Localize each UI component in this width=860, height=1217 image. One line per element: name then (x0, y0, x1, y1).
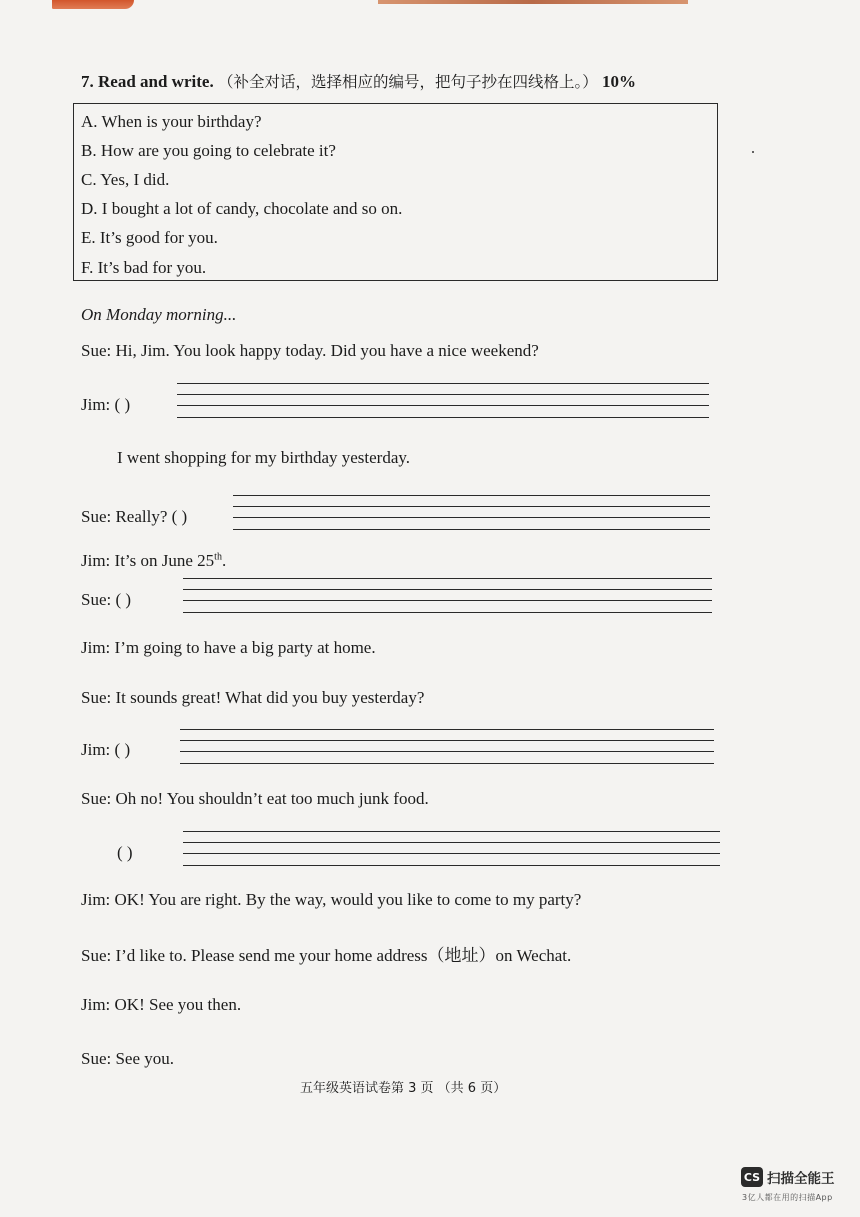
question-heading (81, 70, 636, 92)
four-line-grid[interactable] (180, 729, 714, 765)
watermark-tagline: 3亿人都在用的扫描App (742, 1193, 833, 1202)
four-line-grid[interactable] (183, 831, 720, 867)
dialogue-line: I went shopping for my birthday yesterday. (117, 448, 411, 467)
top-edge-decoration (52, 0, 134, 9)
watermark-brand: 扫描全能王 (767, 1171, 835, 1187)
question-instruction: （补全对话，选择相应的编号，把句子抄在四线格上。） (217, 73, 598, 91)
answer-blank-5[interactable]: ( ) (117, 843, 133, 862)
dialogue-line: Sue: It sounds great! What did you buy yesterday? (81, 688, 425, 707)
option-d: D. I bought a lot of candy, chocolate and so on. (81, 199, 403, 218)
option-f: F. It’s bad for you. (81, 258, 207, 277)
scanner-watermark (741, 1167, 835, 1187)
question-score: 10% (601, 72, 636, 91)
dialogue-line: Jim: OK! You are right. By the way, would you like to come to my party? (81, 890, 582, 909)
dialogue-line: Sue: Hi, Jim. You look happy today. Did you have a nice weekend? (81, 341, 539, 360)
dialogue-line: Jim: I’m going to have a big party at home. (81, 638, 376, 657)
page-footer: 五年级英语试卷第 3 页 （共 6 页） (300, 1081, 507, 1096)
four-line-grid[interactable] (183, 578, 712, 614)
answer-blank-4[interactable]: Jim: ( ) (81, 740, 131, 759)
answer-blank-1[interactable]: Jim: ( ) (81, 395, 131, 414)
dialogue-line: Jim: It’s on June 25th. (81, 551, 227, 570)
four-line-grid[interactable] (177, 383, 709, 419)
dialogue-line: Sue: Oh no! You shouldn’t eat too much junk food. (81, 789, 429, 808)
answer-blank-2[interactable]: Sue: Really? ( ) (81, 507, 188, 526)
option-c: C. Yes, I did. (81, 170, 170, 189)
question-title: Read and write. (98, 72, 214, 91)
option-e: E. It’s good for you. (81, 228, 218, 247)
question-number: 7. (81, 72, 94, 91)
four-line-grid[interactable] (233, 495, 710, 531)
option-a: A. When is your birthday? (81, 112, 262, 131)
answer-blank-3[interactable]: Sue: ( ) (81, 590, 132, 609)
options-box (73, 103, 718, 281)
dialogue-line: Jim: OK! See you then. (81, 995, 242, 1014)
option-b: B. How are you going to celebrate it? (81, 141, 336, 160)
scene-label: On Monday morning... (81, 305, 237, 324)
top-edge-decoration (378, 0, 688, 4)
dialogue-line: Sue: See you. (81, 1049, 175, 1068)
scan-speck (752, 151, 754, 153)
camscanner-icon: CS (741, 1167, 763, 1187)
dialogue-line: Sue: I’d like to. Please send me your home address（地址）on Wechat. (81, 946, 572, 965)
